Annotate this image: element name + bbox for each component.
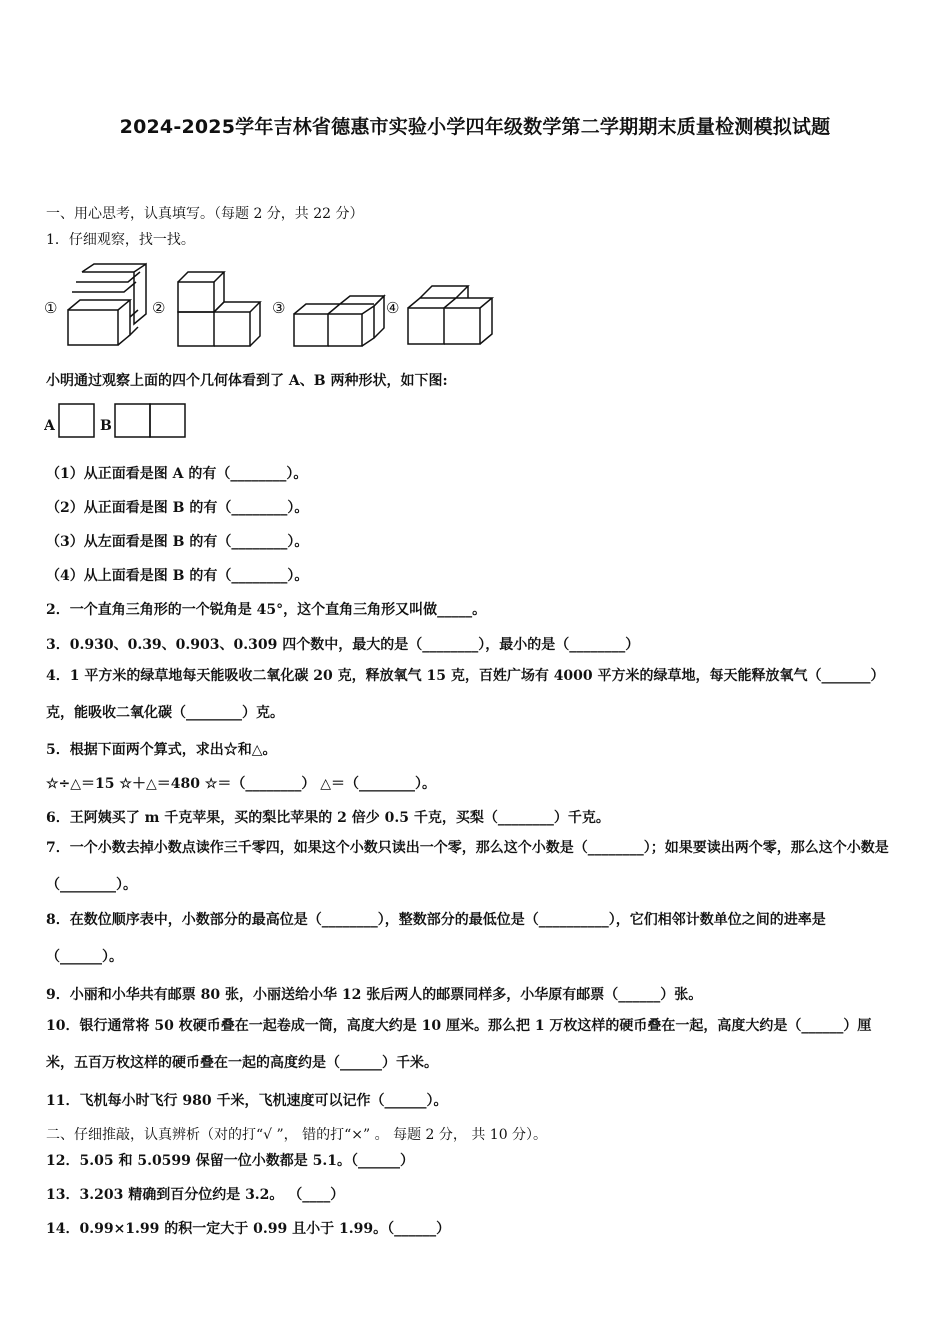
question-9: 9．小丽和小华共有邮票 80 张，小丽送给小华 12 张后两人的邮票同样多，小华原有邮票（______）张。 <box>46 987 703 1003</box>
page-title: 2024-2025学年吉林省德惠市实验小学四年级数学第二学期期末质量检测模拟试题 <box>119 116 831 138</box>
figure-3 <box>294 296 384 346</box>
question-1-sub-2: （2）从正面看是图 B 的有（________）。 <box>46 500 309 516</box>
shape-label-a: A <box>44 418 55 434</box>
figure-label-4: ④ <box>386 299 400 317</box>
question-3: 3．0.930、0.39、0.903、0.309 四个数中，最大的是（________），最小的是（________） <box>46 637 640 653</box>
question-1-sub-1: （1）从正面看是图 A 的有（________）。 <box>46 466 308 482</box>
figure-4 <box>408 286 492 344</box>
question-7: 7．一个小数去掉小数点读作三千零四，如果这个小数只读出一个零，那么这个小数是（________）；如果要读出两个零，那么这个小数是（________）。 <box>46 840 889 893</box>
question-13: 13．3.203 精确到百分位约是 3.2。 （____） <box>46 1187 345 1203</box>
question-10: 10．银行通常将 50 枚硬币叠在一起卷成一筒，高度大约是 10 厘米。那么把 1 万枚这样的硬币叠在一起，高度大约是（______）厘米，五百万枚这样的硬币叠在一起的高度约是（______）千米。 <box>46 1018 872 1071</box>
question-2: 2．一个直角三角形的一个锐角是 45°，这个直角三角形又叫做_____。 <box>46 602 487 618</box>
cube-figures <box>44 262 504 356</box>
question-11: 11．飞机每小时飞行 980 千米，飞机速度可以记作（______）。 <box>46 1093 448 1109</box>
shape-a-square <box>59 404 94 437</box>
question-1-sub-4: （4）从上面看是图 B 的有（________）。 <box>46 568 309 584</box>
question-5: 5．根据下面两个算式，求出☆和△。 <box>46 742 277 758</box>
figure-label-2: ② <box>152 299 166 317</box>
question-1-sub-3: （3）从左面看是图 B 的有（________）。 <box>46 534 309 550</box>
figure-1 <box>68 264 146 345</box>
question-1-intro: 小明通过观察上面的四个几何体看到了 A、B 两种形状，如下图: <box>46 373 448 389</box>
shape-label-b: B <box>100 418 112 434</box>
shape-views <box>44 403 204 445</box>
figure-2 <box>178 272 260 346</box>
question-5-equations: ☆÷△＝15 ☆＋△＝480 ☆＝（________） △＝（________）。 <box>46 776 437 792</box>
figure-label-3: ③ <box>272 299 286 317</box>
shape-b-square-right <box>150 404 185 437</box>
figure-label-1: ① <box>44 299 58 317</box>
section-2-heading: 二、仔细推敲，认真辨析（对的打“√ ”， 错的打“×” 。 每题 2 分， 共 10 分）。 <box>46 1127 548 1143</box>
question-6: 6．王阿姨买了 m 千克苹果，买的梨比苹果的 2 倍少 0.5 千克，买梨（________）千克。 <box>46 810 610 826</box>
section-1-heading: 一、用心思考，认真填写。（每题 2 分，共 22 分） <box>46 206 364 222</box>
question-12: 12．5.05 和 5.0599 保留一位小数都是 5.1。（______） <box>46 1153 415 1169</box>
question-4: 4．1 平方米的绿草地每天能吸收二氧化碳 20 克，释放氧气 15 克，百姓广场有 4000 平方米的绿草地，每天能释放氧气（_______）克，能吸收二氧化碳（________）克。 <box>46 668 885 721</box>
question-14: 14．0.99×1.99 的积一定大于 0.99 且小于 1.99。（______） <box>46 1221 451 1237</box>
question-8: 8．在数位顺序表中，小数部分的最高位是（________），整数部分的最低位是（__________），它们相邻计数单位之间的进率是（______）。 <box>46 912 826 965</box>
question-1-stem: 1．仔细观察，找一找。 <box>46 232 195 248</box>
shape-b-square-left <box>115 404 150 437</box>
